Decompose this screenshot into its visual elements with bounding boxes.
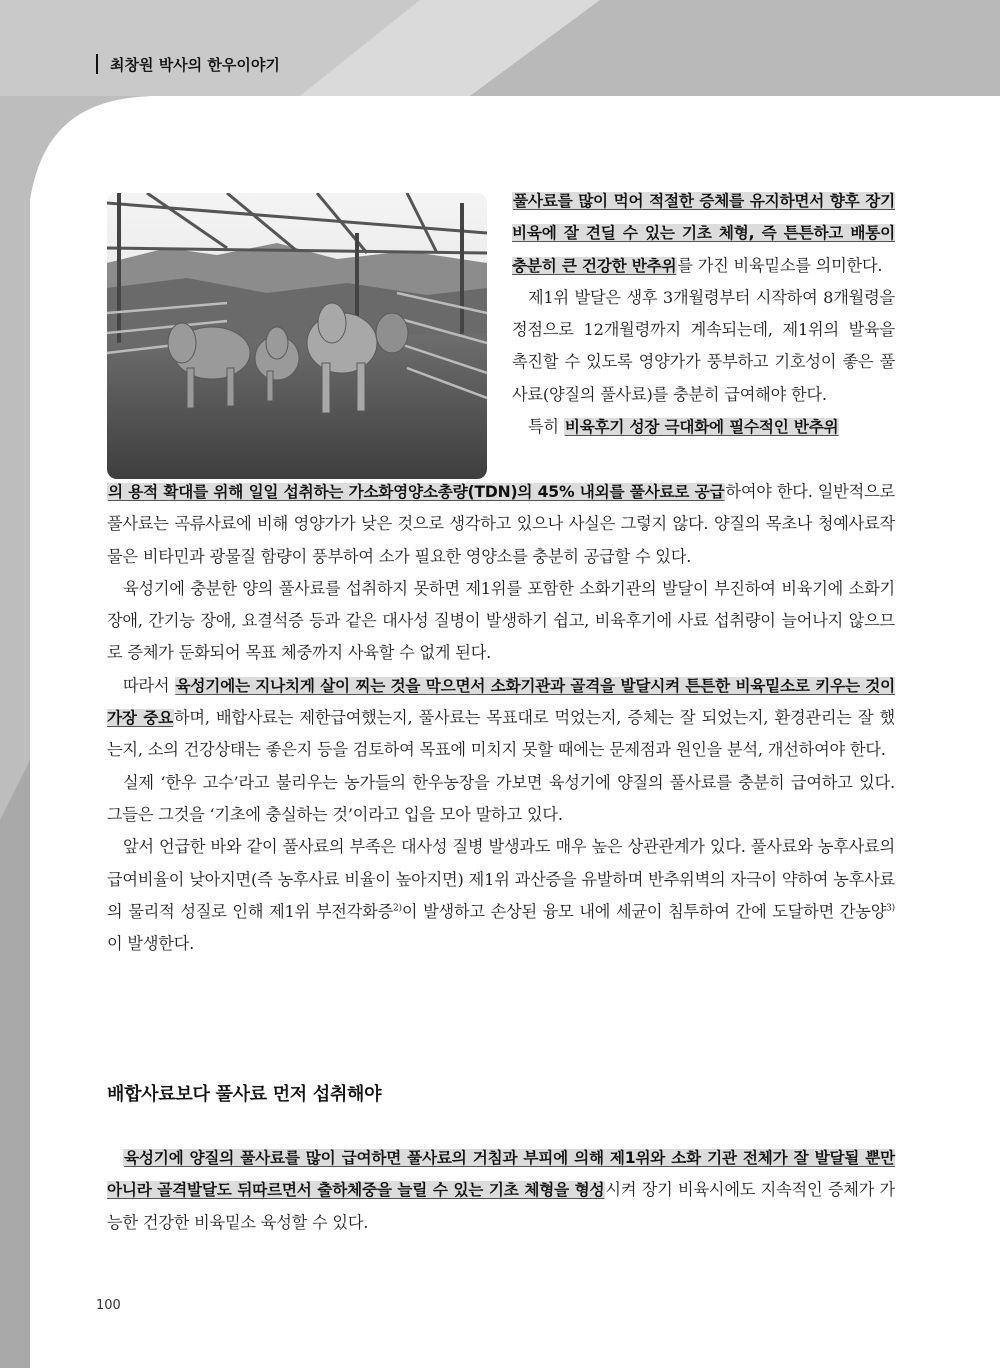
paragraph-text: 특히 <box>528 417 564 437</box>
header-title: 최창원 박사의 한우이야기 <box>110 55 280 74</box>
paragraph-text: 하며, 배합사료는 제한급여했는지, 풀사료는 목표대로 먹었는지, 증체는 잘 되었는지, 환경관리는 잘 했는지, 소의 건강상태는 좋은지 등을 검토하여 목표에 미치지 못할 때에는 문제점과 원인을 분석, 개선하여야 한다. <box>107 708 895 760</box>
paragraph-text: 이 발생한다. <box>107 934 195 954</box>
right-column-text <box>512 185 895 443</box>
highlighted-text: 풀사료를 많이 먹어 적절한 증체를 유지하면서 향후 장기비육에 잘 견딜 수 있는 기초 체형, 즉 튼튼하고 배통이 충분히 큰 건강한 반추위 <box>512 192 895 275</box>
paragraph <box>107 831 895 960</box>
paragraph: 실제 ‘한우 고수’라고 불리우는 농가들의 한우농장을 가보면 육성기에 양질의 풀사료를 충분히 급여하고 있다. 그들은 그것을 ‘기초에 충실하는 것’이라고 입을 모아 말하고 있다. <box>107 772 895 824</box>
paragraph <box>107 1142 895 1239</box>
paragraph <box>107 670 895 767</box>
section-heading: 배합사료보다 풀사료 먼저 섭취해야 <box>107 1084 382 1105</box>
paragraph <box>107 476 895 573</box>
paragraph-text: 시켜 장기 비육시에도 지속적인 증체가 가능한 건강한 비육밑소 육성할 수 있다. <box>107 1180 895 1232</box>
paragraph-text: 따라서 <box>123 675 175 695</box>
paragraph-text: 하여야 한다. 일반적으로 풀사료는 곡류사료에 비해 영양가가 낮은 것으로 생각하고 있으나 사실은 그렇지 않다. 양질의 목초나 청예사료작물은 비타민과 광물질 함량이 풍부하여 소가 필요한 영양소를 충분히 공급할 수 있다. <box>107 482 895 566</box>
paragraph-text: 앞서 언급한 바와 같이 풀사료의 부족은 대사성 질병 발생과도 매우 높은 상관관계가 있다. 풀사료와 농후사료의 급여비율이 낮아지면(즉 농후사료 비율이 높아지면) 제1위 과산증을 유발하며 반추위벽의 자극이 약하여 농후사료의 물리적 성질로 인해 제1위 부전각화증 <box>107 837 895 921</box>
paragraph-text: 를 가진 비육밑소를 의미한다. <box>677 255 883 275</box>
paragraph-text: 이 발생하고 손상된 융모 내에 세균이 침투하여 간에 도달하면 간농양 <box>401 901 887 921</box>
cattle-in-barn-photo <box>107 193 487 479</box>
highlighted-text: 육성기에 양질의 풀사료를 많이 급여하면 풀사료의 거침과 부피에 의해 제1위와 소화 기관 전체가 잘 발달될 뿐만 아니라 골격발달도 뒤따르면서 출하체중을 늘릴 수 있는 기초 체형을 형성 <box>107 1149 895 1200</box>
paragraph: 육성기에 충분한 양의 풀사료를 섭취하지 못하면 제1위를 포함한 소화기관의 발달이 부진하여 비육기에 소화기 장애, 간기능 장애, 요결석증 등과 같은 대사성 질병이 발생하기 쉽고, 비육후기에 사료 섭취량이 늘어나지 않으므로 증체가 둔화되어 목표 체중까지 사육할 수 없게 된다. <box>107 578 895 663</box>
paragraph <box>512 411 895 443</box>
paragraph: 제1위 발달은 생후 3개월령부터 시작하여 8개월령을 정점으로 12개월령까지 계속되는데, 제1위의 발육을 촉진할 수 있도록 영양가가 풍부하고 기호성이 좋은 풀사료(양질의 풀사료)를 충분히 급여해야 한다. <box>512 287 895 404</box>
highlighted-text: 비육후기 성장 극대화에 필수적인 반추위 <box>564 418 839 437</box>
highlighted-text: 의 용적 확대를 위해 일일 섭취하는 가소화영양소총량(TDN)의 45% 내외를 풀사료로 공급 <box>108 483 725 501</box>
main-text <box>107 476 895 960</box>
paragraph <box>512 185 895 282</box>
running-header <box>96 52 280 76</box>
highlighted-text: 육성기에는 지나치게 살이 찌는 것을 막으면서 소화기관과 골격을 발달시켜 튼튼한 비육밑소로 키우는 것이 가장 중요 <box>107 676 895 728</box>
footnote-ref: 2) <box>393 903 402 914</box>
page-number: 100 <box>96 1298 121 1313</box>
footnote-ref: 3) <box>886 903 895 914</box>
section-text <box>107 1142 895 1239</box>
header-divider <box>96 54 98 74</box>
